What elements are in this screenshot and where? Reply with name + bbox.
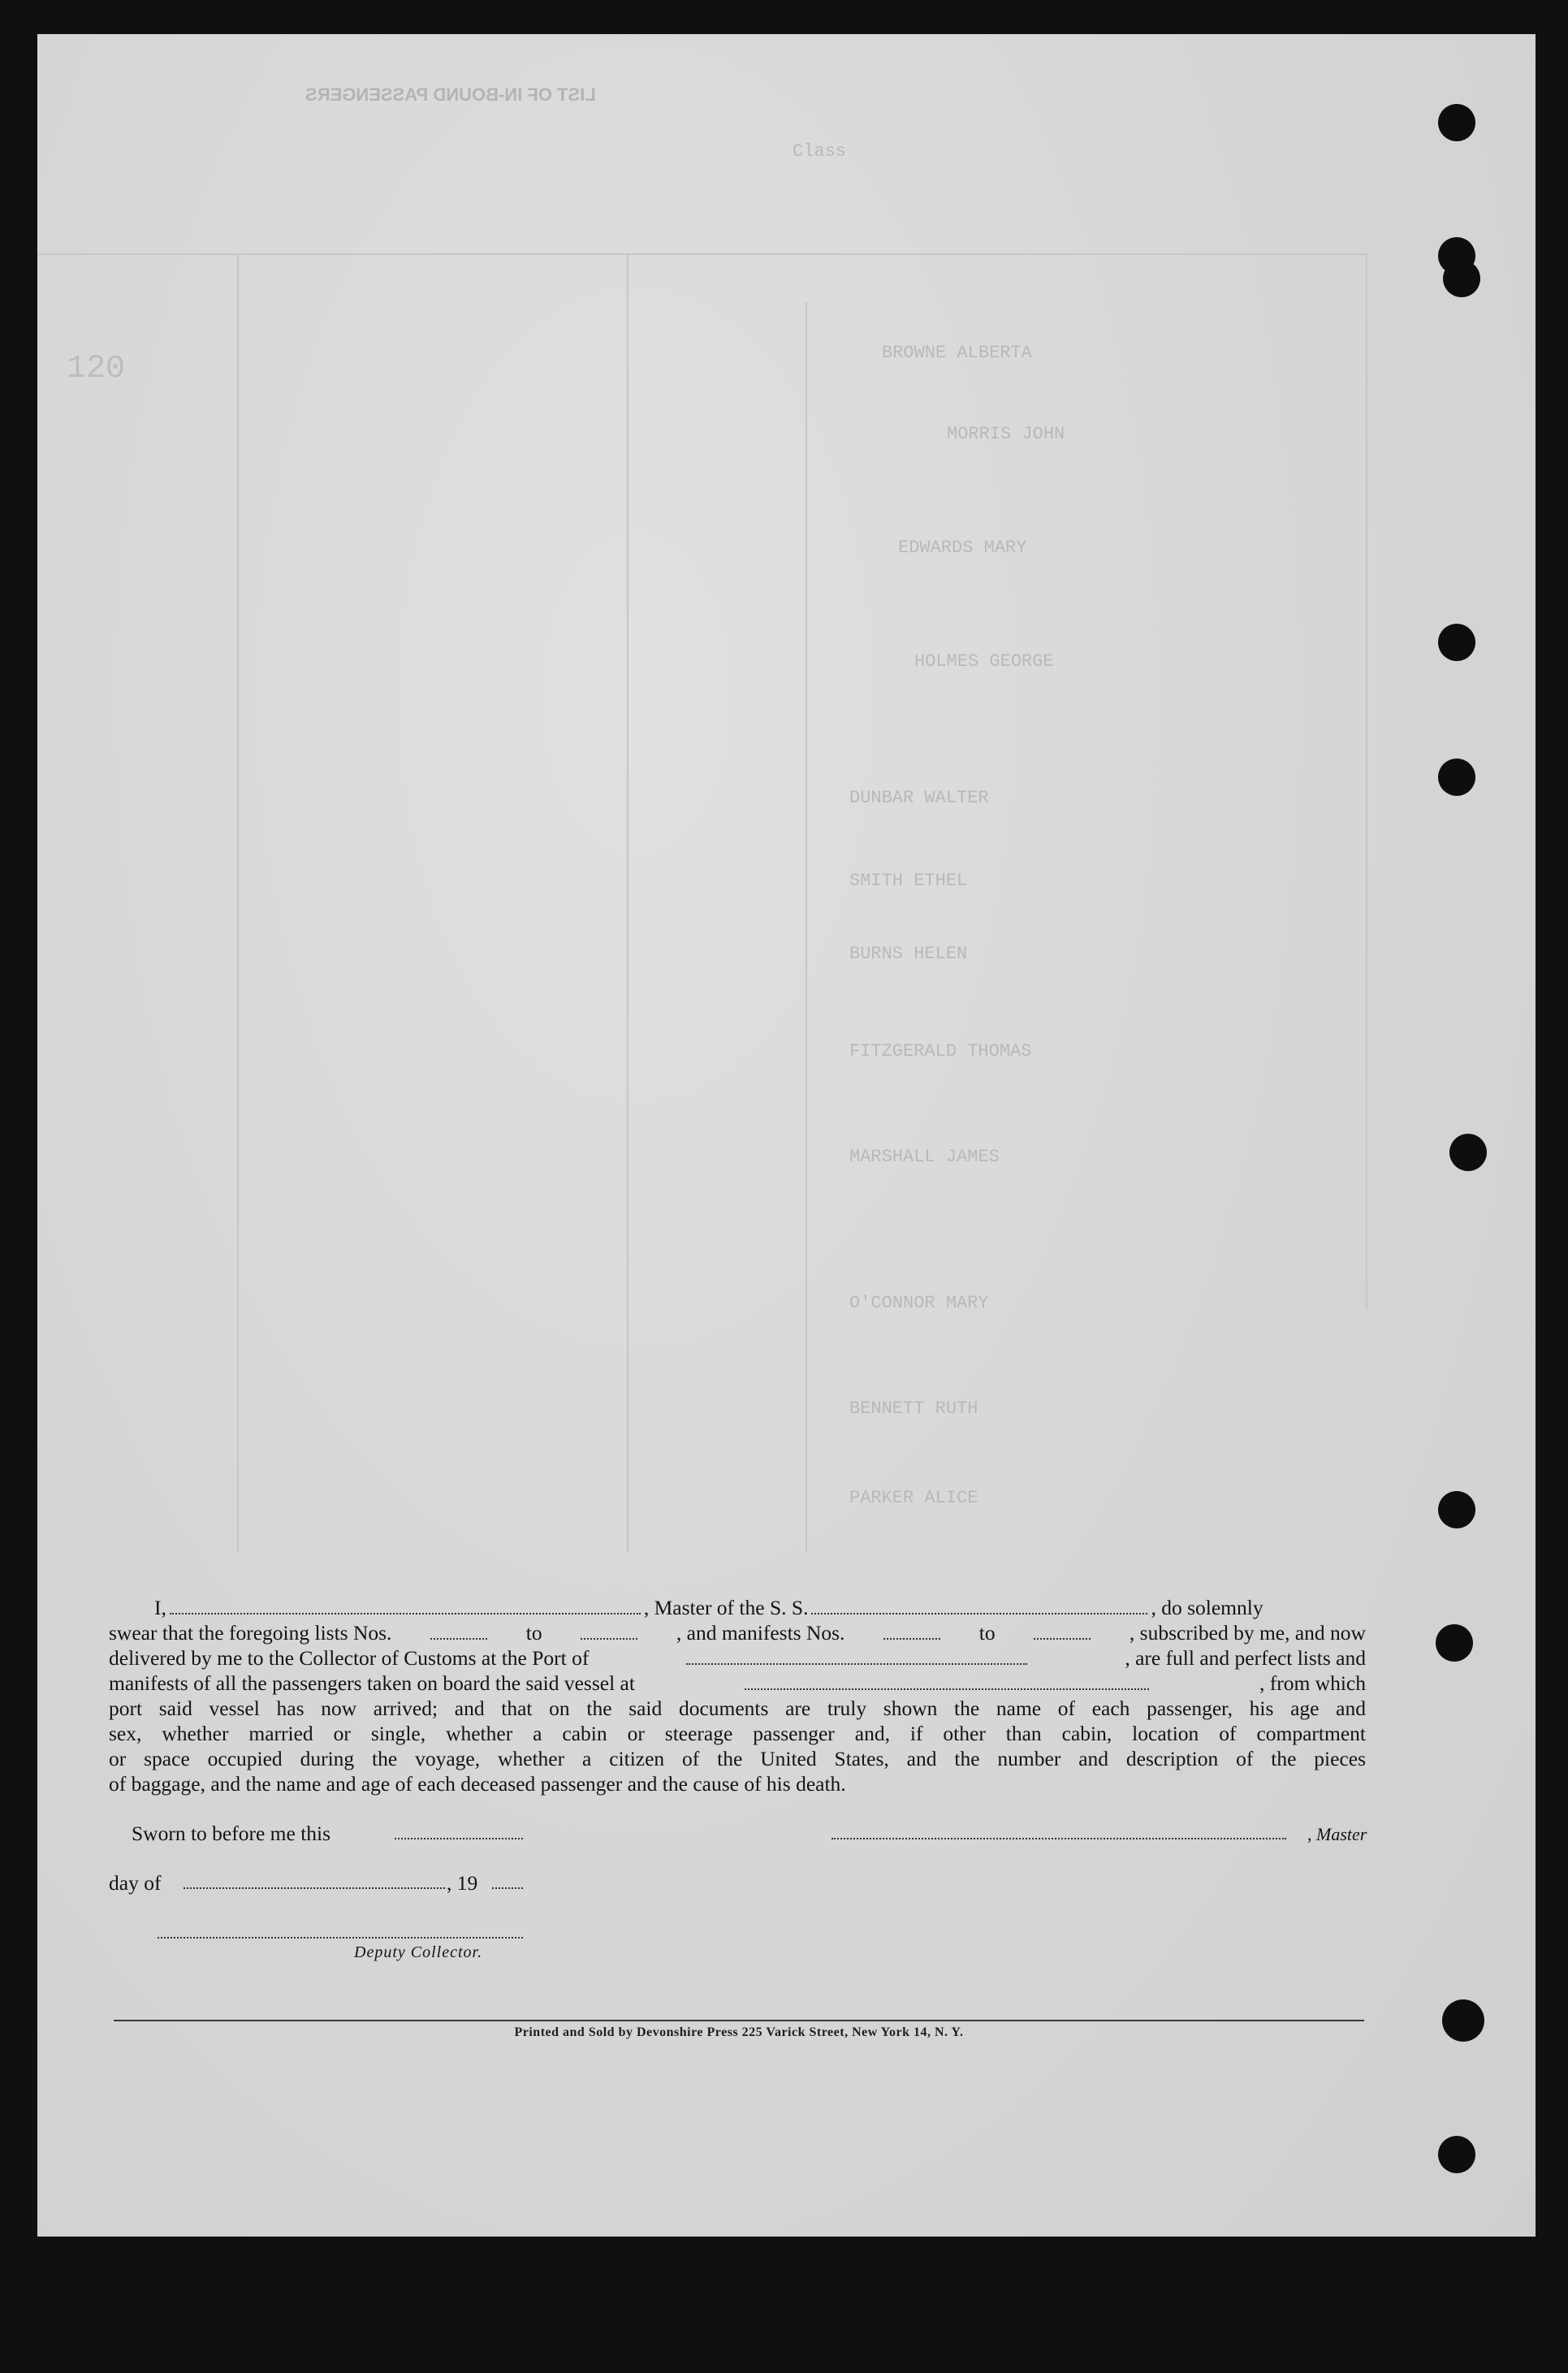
punch-hole [1438,759,1475,796]
oath-line [109,1645,1366,1671]
oath-line [109,1620,1366,1645]
punch-hole [1443,260,1480,297]
ghost-divider [806,302,807,1553]
punch-hole [1438,624,1475,661]
oath-text: delivered by me to the Collector of Customs at the Port of [109,1646,590,1670]
punch-hole [1438,1491,1475,1528]
year-label: , 19 [447,1871,478,1895]
ghost-divider [1366,253,1367,1309]
deputy-signature-blank [158,1937,523,1939]
oath-text: manifests of all the passengers taken on board the said vessel at [109,1671,635,1695]
punch-hole [1449,1134,1487,1171]
oath-line [109,1671,1366,1696]
ghost-row: MARSHALL JAMES [849,1147,1000,1167]
master-label: , Master [1307,1824,1367,1844]
deputy-collector-label: Deputy Collector. [354,1943,483,1961]
ghost-row: BURNS HELEN [849,944,968,964]
ghost-row: SMITH ETHEL [849,871,968,891]
ghost-heading: LIST OF IN-BOUND PASSENGERS [305,84,596,105]
ship-name-blank [811,1598,1147,1614]
master-oath-paragraph [109,1595,1366,1796]
master-name-blank [170,1598,641,1614]
oath-text: to [525,1621,542,1645]
oath-line: sex, whether married or single, whether a cabin or steerage passenger and, if other than cabin, location of compartment [109,1722,1366,1745]
oath-text: , do solemnly [1151,1596,1263,1619]
sworn-label: Sworn to before me this [132,1822,331,1845]
ghost-divider [237,253,239,1553]
oath-text: to [978,1621,996,1645]
ghost-divider [627,253,628,1553]
master-signature-blank [832,1838,1286,1839]
ghost-row: FITZGERALD THOMAS [849,1041,1032,1061]
ghost-row: O'CONNOR MARY [849,1293,989,1313]
oath-text: , and manifests Nos. [676,1621,845,1645]
ghost-row: HOLMES GEORGE [914,651,1054,672]
oath-text: , Master of the S. S. [643,1596,809,1619]
oath-text: , subscribed by me, and now [1129,1621,1366,1645]
month-blank [184,1887,445,1889]
printer-imprint: Printed and Sold by Devonshire Press 225 Varick Street, New York 14, N. Y. [514,2025,964,2039]
day-of-label: day of [109,1871,162,1895]
sworn-day-blank [395,1838,523,1839]
oath-text: I, [154,1596,166,1619]
oath-text: swear that the foregoing lists Nos. [109,1621,392,1645]
oath-line: port said vessel has now arrived; and that on the said documents are truly shown the name of each passenger, his age and [109,1697,1366,1720]
ghost-row: EDWARDS MARY [898,538,1027,558]
ghost-row: MORRIS JOHN [947,424,1065,444]
punch-hole [1436,1624,1473,1662]
oath-line: of baggage, and the name and age of each deceased passenger and the cause of his death. [109,1772,846,1796]
ghost-row: BENNETT RUTH [849,1398,978,1419]
ghost-row: PARKER ALICE [849,1488,978,1508]
year-blank [492,1887,523,1889]
port-blank [686,1649,1027,1665]
ghost-row: DUNBAR WALTER [849,788,989,808]
punch-hole [1438,2136,1475,2173]
embark-port-blank [745,1674,1149,1690]
ghost-margin-number: 120 [67,351,126,387]
list-from-blank [430,1623,487,1640]
manifest-to-blank [1034,1623,1091,1640]
oath-line [109,1595,1366,1620]
punch-hole [1438,104,1475,141]
list-to-blank [581,1623,637,1640]
ghost-class-label: Class [793,141,847,162]
oath-text: , from which [1259,1671,1366,1695]
document-page [37,34,1536,2237]
punch-hole [1442,1999,1484,2042]
manifest-from-blank [883,1623,940,1640]
oath-line: or space occupied during the voyage, whether a citizen of the United States, and the number and description of the pieces [109,1747,1366,1770]
oath-text: , are full and perfect lists and [1125,1646,1366,1670]
ghost-row: BROWNE ALBERTA [882,343,1032,363]
footer-rule [114,2020,1364,2021]
